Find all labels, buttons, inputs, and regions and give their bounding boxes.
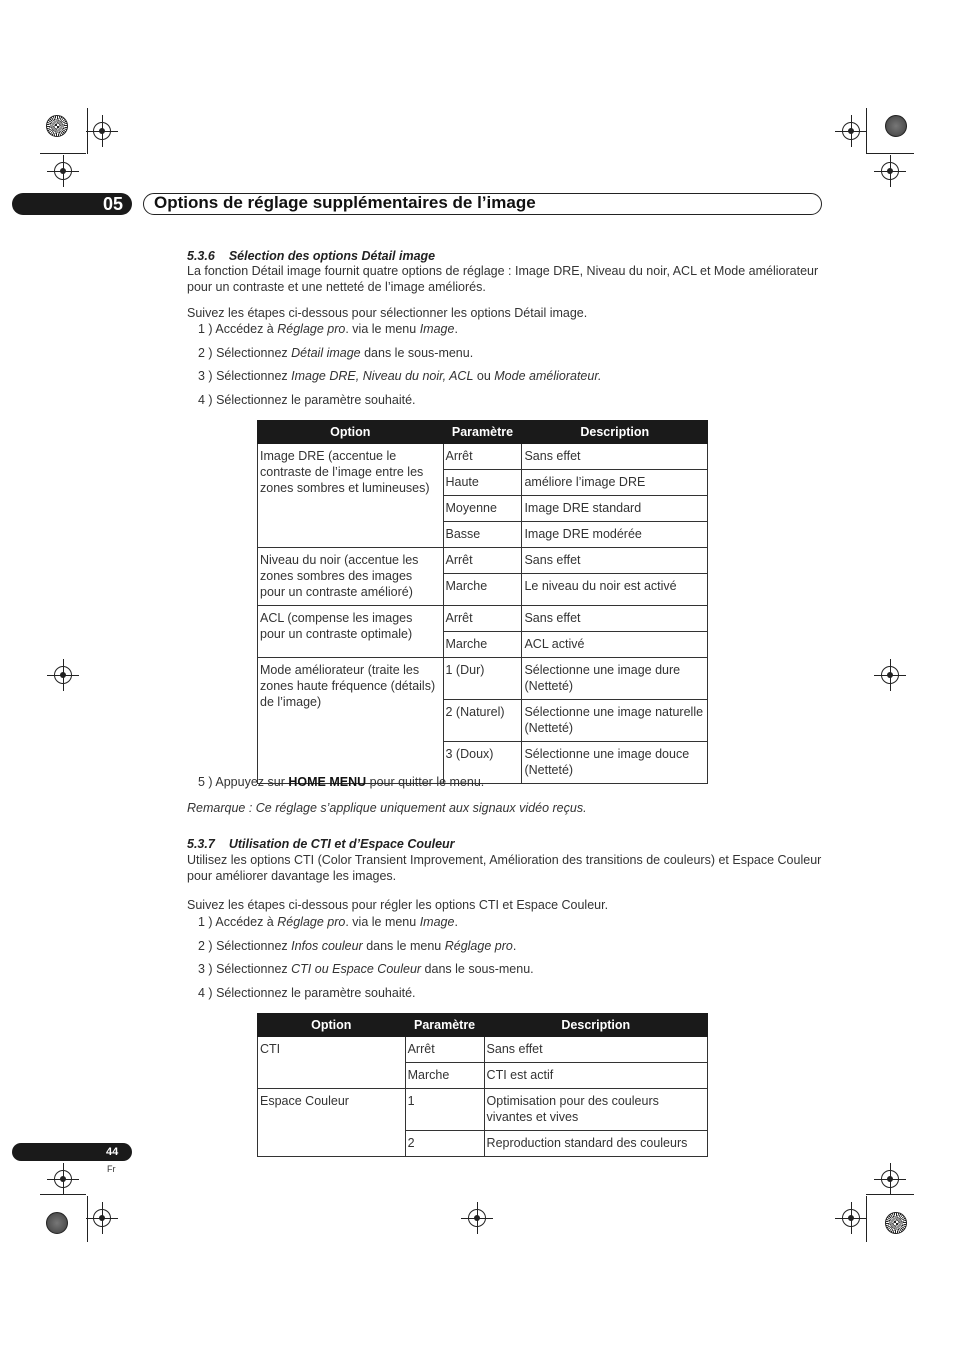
step-number: 3 ): [198, 962, 213, 976]
parameter-cell: Marche: [443, 632, 522, 658]
section-heading: [187, 249, 435, 263]
table-row: [258, 548, 708, 574]
registration-crosshair-icon: [54, 1170, 72, 1188]
registration-crosshair-icon: [54, 666, 72, 684]
step-number: 4 ): [198, 393, 213, 407]
step-item: [198, 986, 416, 1000]
description-cell: CTI est actif: [484, 1063, 707, 1089]
description-cell: Sélectionne une image dure (Netteté): [522, 658, 708, 700]
step-menu-name: Image: [419, 915, 455, 929]
step-text: pour quitter le menu.: [366, 775, 485, 789]
parameter-cell: 2 (Naturel): [443, 700, 522, 742]
registration-crosshair-icon: [54, 162, 72, 180]
parameter-cell: Arrêt: [443, 606, 522, 632]
step-menu-name: Détail image: [291, 346, 361, 360]
section-title: Utilisation de CTI et d’Espace Couleur: [228, 837, 455, 851]
parameter-cell: Haute: [443, 470, 522, 496]
registration-disc-icon: [46, 115, 68, 137]
table-row: [258, 444, 708, 470]
registration-disc-icon: [46, 1212, 68, 1234]
options-table: [257, 420, 708, 784]
step-number: 3 ): [198, 369, 213, 383]
parameter-cell: 3 (Doux): [443, 742, 522, 784]
step-menu-name: CTI ou Espace Couleur: [291, 962, 422, 976]
step-number: 2 ): [198, 346, 213, 360]
option-cell: Mode améliorateur (traite les zones haute fréquence (détails) de l’image): [258, 658, 444, 784]
step-text: dans le sous-menu.: [360, 346, 474, 360]
step-text: Accédez à: [215, 915, 278, 929]
section-lead: Suivez les étapes ci-dessous pour régler les options CTI et Espace Couleur.: [187, 898, 609, 912]
step-text: Sélectionnez: [216, 369, 292, 383]
step-item: [198, 775, 484, 789]
registration-disc-icon: [885, 115, 907, 137]
parameter-cell: Marche: [443, 574, 522, 606]
parameter-cell: 2: [405, 1131, 484, 1157]
crop-line: [866, 153, 914, 154]
crop-line: [87, 108, 88, 154]
column-header: Option: [258, 1014, 406, 1037]
section-intro: Utilisez les options CTI (Color Transient Improvement, Amélioration des transitions de couleurs) et Espace Couleur pour améliorer davantage les images.: [187, 853, 822, 883]
step-text: Sélectionnez: [216, 939, 292, 953]
step-text: Sélectionnez le paramètre souhaité.: [216, 986, 416, 1000]
step-menu-name: Infos couleur: [291, 939, 363, 953]
step-number: 2 ): [198, 939, 213, 953]
step-text: Sélectionnez le paramètre souhaité.: [216, 393, 416, 407]
registration-crosshair-icon: [881, 666, 899, 684]
step-text: .: [512, 939, 517, 953]
registration-crosshair-icon: [93, 1209, 111, 1227]
description-cell: Optimisation pour des couleurs vivantes et vives: [484, 1089, 707, 1131]
crop-line: [40, 1194, 86, 1195]
description-cell: Sans effet: [484, 1037, 707, 1063]
step-menu-name: Image: [419, 322, 455, 336]
option-cell: CTI: [258, 1037, 406, 1089]
step-text: Appuyez sur: [215, 775, 289, 789]
option-cell: Niveau du noir (accentue les zones sombres des images pour un contraste amélioré): [258, 548, 444, 606]
step-number: 4 ): [198, 986, 213, 1000]
column-header: Paramètre: [405, 1014, 484, 1037]
step-number: 1 ): [198, 322, 213, 336]
crop-line: [866, 1196, 867, 1242]
section-lead: Suivez les étapes ci-dessous pour sélectionner les options Détail image.: [187, 306, 588, 320]
options-table: [257, 1013, 708, 1157]
parameter-cell: Moyenne: [443, 496, 522, 522]
step-item: [198, 369, 602, 383]
crop-line: [866, 1194, 914, 1195]
step-item: [198, 939, 516, 953]
step-text: .: [454, 915, 458, 929]
section-number: 5.3.6: [187, 249, 215, 263]
step-text: dans le menu: [362, 939, 445, 953]
description-cell: Sélectionne une image douce (Netteté): [522, 742, 708, 784]
registration-crosshair-icon: [881, 1170, 899, 1188]
description-cell: Image DRE standard: [522, 496, 708, 522]
step-text: Sélectionnez: [216, 346, 292, 360]
description-cell: Image DRE modérée: [522, 522, 708, 548]
step-number: 1 ): [198, 915, 213, 929]
step-text: Accédez à: [215, 322, 278, 336]
step-item: [198, 393, 416, 407]
table-row: [258, 658, 708, 700]
step-menu-name: Réglage pro: [277, 322, 346, 336]
table-row: [258, 1089, 708, 1131]
option-cell: ACL (compense les images pour un contraste optimale): [258, 606, 444, 658]
page-number: 44: [106, 1146, 119, 1158]
column-header: Description: [484, 1014, 707, 1037]
parameter-cell: 1 (Dur): [443, 658, 522, 700]
description-cell: Reproduction standard des couleurs: [484, 1131, 707, 1157]
table-row: [258, 606, 708, 632]
option-cell: Espace Couleur: [258, 1089, 406, 1157]
step-number: 5 ): [198, 775, 213, 789]
step-item: [198, 962, 534, 976]
registration-crosshair-icon: [881, 162, 899, 180]
table-row: [258, 1037, 708, 1063]
registration-crosshair-icon: [93, 122, 111, 140]
step-item: [198, 915, 458, 929]
step-text: .: [454, 322, 458, 336]
step-menu-name: Réglage pro: [444, 939, 513, 953]
registration-disc-icon: [885, 1212, 907, 1234]
crop-line: [40, 153, 86, 154]
section-intro: La fonction Détail image fournit quatre options de réglage : Image DRE, Niveau du noir, ACL et Mode améliorateur pour un contraste et une netteté de l’image améliorés.: [187, 264, 819, 294]
parameter-cell: Arrêt: [443, 444, 522, 470]
step-menu-name: Image DRE, Niveau du noir, ACL: [291, 369, 474, 383]
crop-line: [866, 108, 867, 154]
column-header: Option: [258, 421, 444, 444]
step-button-name: HOME MENU: [288, 775, 367, 789]
section-number: 5.3.7: [187, 837, 215, 851]
parameter-cell: Basse: [443, 522, 522, 548]
step-menu-name: Réglage pro: [277, 915, 346, 929]
description-cell: améliore l’image DRE: [522, 470, 708, 496]
step-text: dans le sous-menu.: [421, 962, 534, 976]
option-cell: Image DRE (accentue le contraste de l’image entre les zones sombres et lumineuses): [258, 444, 444, 548]
language-code: Fr: [107, 1164, 116, 1174]
section-heading: [187, 837, 455, 851]
parameter-cell: 1: [405, 1089, 484, 1131]
chapter-number: 05: [103, 194, 124, 214]
registration-crosshair-icon: [842, 1209, 860, 1227]
column-header: Paramètre: [443, 421, 522, 444]
section-title: Sélection des options Détail image: [228, 249, 436, 263]
description-cell: Sélectionne une image naturelle (Netteté): [522, 700, 708, 742]
step-text: ou: [473, 369, 495, 383]
description-cell: Le niveau du noir est activé: [522, 574, 708, 606]
crop-line: [87, 1196, 88, 1242]
description-cell: Sans effet: [522, 606, 708, 632]
parameter-cell: Arrêt: [405, 1037, 484, 1063]
step-item: [198, 346, 473, 360]
step-text: Sélectionnez: [216, 962, 292, 976]
chapter-title: Options de réglage supplémentaires de l’image: [154, 193, 536, 212]
registration-crosshair-icon: [468, 1209, 486, 1227]
description-cell: ACL activé: [522, 632, 708, 658]
step-text: . via le menu: [345, 915, 420, 929]
description-cell: Sans effet: [522, 444, 708, 470]
remark: Remarque : Ce réglage s’applique uniquement aux signaux vidéo reçus.: [187, 801, 587, 815]
registration-crosshair-icon: [842, 122, 860, 140]
description-cell: Sans effet: [522, 548, 708, 574]
parameter-cell: Arrêt: [443, 548, 522, 574]
step-item: [198, 322, 458, 336]
column-header: Description: [522, 421, 708, 444]
step-text: . via le menu: [345, 322, 420, 336]
step-menu-name: Mode améliorateur.: [494, 369, 602, 383]
parameter-cell: Marche: [405, 1063, 484, 1089]
